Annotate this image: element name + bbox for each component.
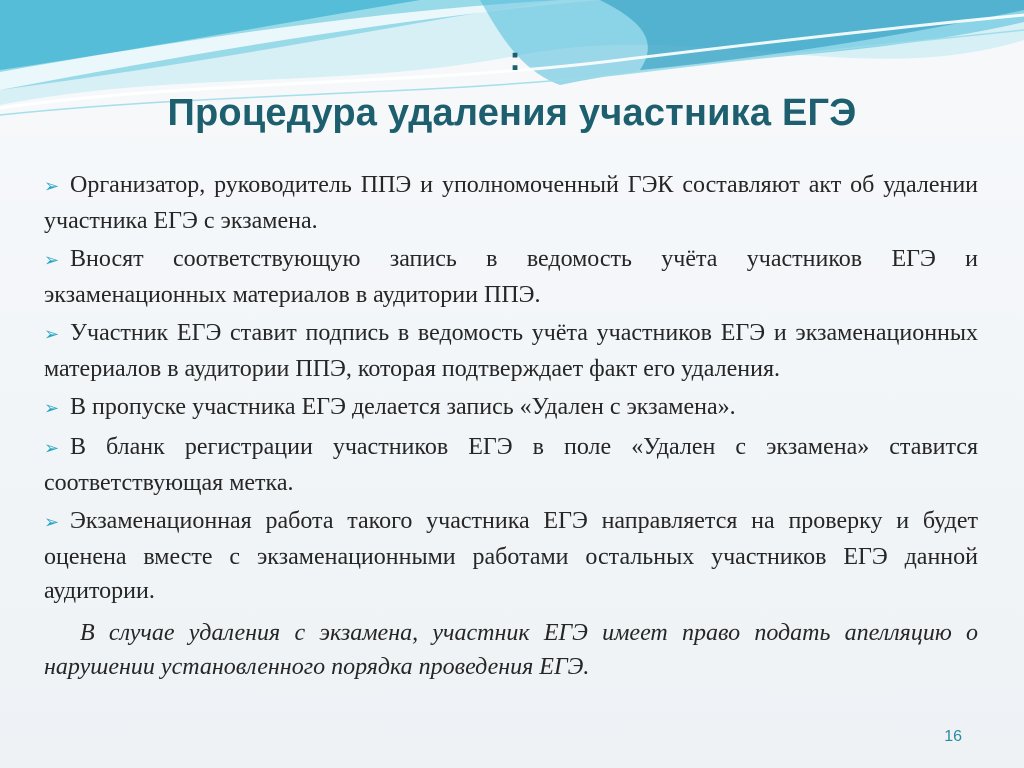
arrow-bullet-icon: ➢ — [44, 176, 60, 197]
page-number: 16 — [944, 728, 962, 745]
bullet-text: Вносят соответствующую запись в ведомость учёта участников ЕГЭ и экзаменационных материалов в аудитории ППЭ. — [44, 246, 978, 308]
header-wave-decoration — [0, 0, 1024, 160]
bullet-text: В бланк регистрации участников ЕГЭ в поле «Удален с экзамена» ставится соответствующая метка. — [44, 434, 978, 496]
bullet-item — [44, 168, 978, 238]
bullet-item — [44, 504, 978, 608]
arrow-bullet-icon: ➢ — [44, 398, 60, 419]
appeal-note: В случае удаления с экзамена, участник ЕГЭ имеет право подать апелляцию о нарушении установленного порядка проведения ЕГЭ. — [44, 620, 978, 680]
bullet-item — [44, 390, 978, 426]
arrow-bullet-icon: ➢ — [44, 512, 60, 533]
bullet-text: Участник ЕГЭ ставит подпись в ведомость учёта участников ЕГЭ и экзаменационных материалов в аудитории ППЭ, которая подтверждает факт его удаления. — [44, 320, 978, 382]
bullet-item — [44, 430, 978, 500]
arrow-bullet-icon: ➢ — [44, 438, 60, 459]
arrow-bullet-icon: ➢ — [44, 250, 60, 271]
arrow-bullet-icon: ➢ — [44, 324, 60, 345]
page-title: Процедура удаления участника ЕГЭ — [167, 92, 857, 134]
bullet-text: Экзаменационная работа такого участника ЕГЭ направляется на проверку и будет оценена вместе с экзаменационными работами остальных участников ЕГЭ данной аудитории. — [44, 508, 978, 604]
bullet-text: В пропуске участника ЕГЭ делается запись «Удален с экзамена». — [70, 394, 736, 420]
bullet-item — [44, 242, 978, 312]
bullet-text: Организатор, руководитель ППЭ и уполномоченный ГЭК составляют акт об удалении участника ЕГЭ с экзамена. — [44, 172, 978, 234]
slide-content — [44, 168, 978, 688]
title-colon: : — [509, 40, 521, 78]
bullet-item — [44, 316, 978, 386]
